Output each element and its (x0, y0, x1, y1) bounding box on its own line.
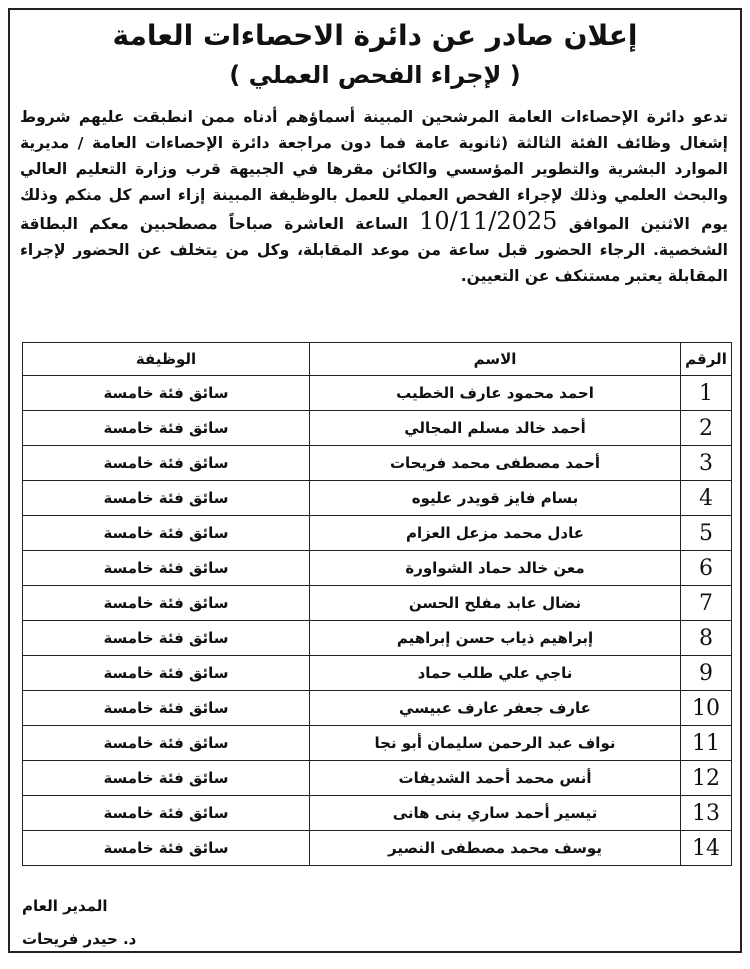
candidate-name: إبراهيم ذياب حسن إبراهيم (310, 621, 681, 656)
candidate-name: تيسير أحمد ساري بنى هانى (310, 796, 681, 831)
announcement-page (8, 8, 742, 953)
table-row (23, 761, 732, 796)
row-number: 10 (681, 691, 732, 726)
job-title: سائق فئة خامسة (23, 376, 310, 411)
row-number: 12 (681, 761, 732, 796)
attendance-note: الرجاء الحضور قبل ساعة من موعد المقابلة، وكل من يتخلف عن الحضور لإجراء المقابلة يعتبر مستنكف عن التعيين. (20, 241, 728, 285)
table-row (23, 656, 732, 691)
candidate-name: ناجي علي طلب حماد (310, 656, 681, 691)
candidate-name: احمد محمود عارف الخطيب (310, 376, 681, 411)
job-title: سائق فئة خامسة (23, 656, 310, 691)
candidate-name: نواف عبد الرحمن سليمان أبو نجا (310, 726, 681, 761)
row-number: 14 (681, 831, 732, 866)
announcement-subtitle: ( لإجراء الفحص العملي ) (229, 61, 521, 89)
table-row (23, 831, 732, 866)
candidate-name: يوسف محمد مصطفى النصير (310, 831, 681, 866)
job-title: سائق فئة خامسة (23, 691, 310, 726)
row-number: 3 (681, 446, 732, 481)
header-name: الاسم (310, 343, 681, 376)
header-num: الرقم (681, 343, 732, 376)
table-row (23, 796, 732, 831)
body-paragraph-end: الساعة العاشرة صباحاً مصطحبين معكم البطاقة الشخصية. (20, 215, 728, 259)
signature-block (22, 890, 136, 956)
row-number: 2 (681, 411, 732, 446)
job-title: سائق فئة خامسة (23, 726, 310, 761)
announcement-title: إعلان صادر عن دائرة الاحصاءات العامة (112, 19, 638, 52)
job-title: سائق فئة خامسة (23, 446, 310, 481)
row-number: 9 (681, 656, 732, 691)
candidate-name: نضال عابد مفلح الحسن (310, 586, 681, 621)
table-row (23, 481, 732, 516)
row-number: 8 (681, 621, 732, 656)
row-number: 5 (681, 516, 732, 551)
table-row (23, 446, 732, 481)
interview-date: 10/11/2025 (419, 207, 558, 235)
job-title: سائق فئة خامسة (23, 481, 310, 516)
table-row (23, 621, 732, 656)
table-row (23, 691, 732, 726)
signature-name: د. حيدر فريحات (22, 930, 137, 948)
signature-role: المدير العام (22, 897, 108, 915)
header-job: الوظيفة (23, 343, 310, 376)
candidate-name: أنس محمد أحمد الشديفات (310, 761, 681, 796)
job-title: سائق فئة خامسة (23, 516, 310, 551)
candidate-name: بسام فايز قويدر عليوه (310, 481, 681, 516)
job-title: سائق فئة خامسة (23, 586, 310, 621)
row-number: 7 (681, 586, 732, 621)
table-row (23, 376, 732, 411)
job-title: سائق فئة خامسة (23, 796, 310, 831)
candidate-name: عارف جعفر عارف عبيسي (310, 691, 681, 726)
row-number: 11 (681, 726, 732, 761)
job-title: سائق فئة خامسة (23, 621, 310, 656)
candidate-name: أحمد مصطفى محمد فريحات (310, 446, 681, 481)
candidate-name: عادل محمد مزعل العزام (310, 516, 681, 551)
job-title: سائق فئة خامسة (23, 831, 310, 866)
job-title: سائق فئة خامسة (23, 761, 310, 796)
table-row (23, 411, 732, 446)
table-row (23, 516, 732, 551)
announcement-body (10, 104, 740, 289)
row-number: 4 (681, 481, 732, 516)
table-row (23, 586, 732, 621)
candidate-name: أحمد خالد مسلم المجالي (310, 411, 681, 446)
row-number: 6 (681, 551, 732, 586)
table-row (23, 726, 732, 761)
candidates-table (22, 342, 732, 866)
row-number: 13 (681, 796, 732, 831)
body-paragraph: تدعو دائرة الإحصاءات العامة المرشحين المبينة أسماؤهم أدناه ممن انطبقت عليهم شروط إشغال وظائف الفئة الثالثة (ثانوية عامة فما دون مراجعة دائرة الإحصاءات العامة / مديرية الموارد البشرية والتطوير المؤسسي والكائن مقرها في الجبيهة قرب وزارة التعليم العالي والبحث العلمي وذلك لإجراء الفحص العملي للعمل بالوظيفة المبينة إزاء اسم كل منكم وذلك يوم الاثنين الموافق (20, 108, 728, 233)
table-row (23, 551, 732, 586)
row-number: 1 (681, 376, 732, 411)
table-header-row (23, 343, 732, 376)
job-title: سائق فئة خامسة (23, 411, 310, 446)
job-title: سائق فئة خامسة (23, 551, 310, 586)
candidate-name: معن خالد حماد الشواورة (310, 551, 681, 586)
